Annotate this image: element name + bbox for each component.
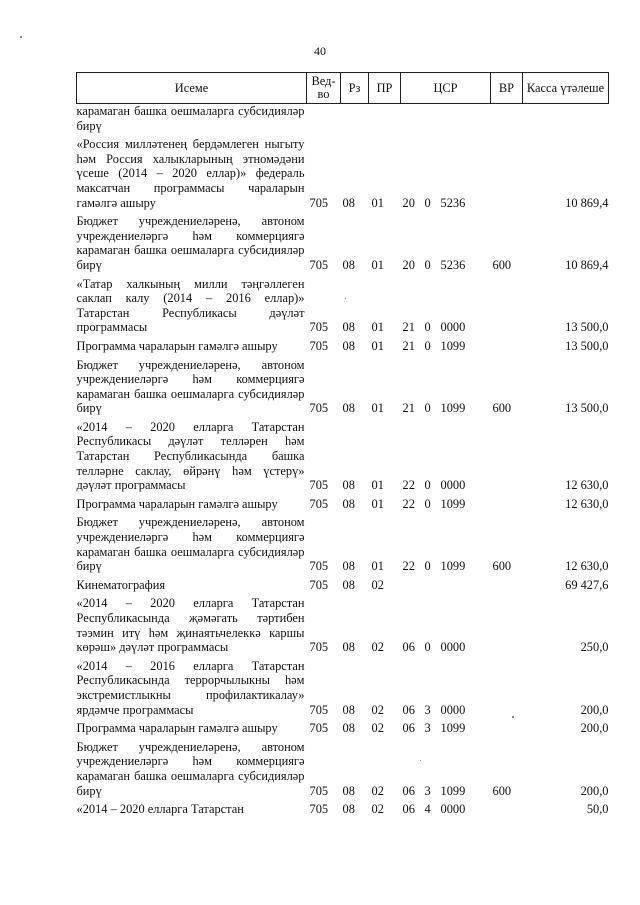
row-csr <box>401 339 491 354</box>
row-vr: 600 <box>492 559 512 574</box>
table-row <box>77 137 609 210</box>
row-name: Программа чараларын гамәлгә ашыру <box>76 338 278 353</box>
row-rz: 08 <box>342 640 355 655</box>
row-csr-program: 06 <box>402 702 415 717</box>
row-name: карамаган башка оешмаларга субсидияләр бирү <box>76 104 305 133</box>
row-name: «2014 – 2020 елларга Татарстан Республикасында җәмәгать тәртибен тәэмин итү һәм җинаятьчелеккә каршы көрәш» дәүләт программасы <box>76 596 305 655</box>
table-row <box>77 420 609 493</box>
row-ved: 705 <box>309 320 329 335</box>
row-csr <box>401 802 491 817</box>
row-sum: 69 427,6 <box>565 577 609 592</box>
table-row <box>77 277 609 335</box>
row-csr-direction: 1099 <box>440 559 466 574</box>
row-csr-subprogram: 3 <box>424 783 431 798</box>
row-csr-subprogram: 3 <box>424 702 431 717</box>
row-pr: 02 <box>371 721 384 736</box>
row-vr: 600 <box>492 401 512 416</box>
row-vr <box>491 802 523 817</box>
row-name: Бюджет учреждениеләренә, автоном учреждениеләргә һәм коммерциягә карамаган башка оешмаларга субсидияләр бирү <box>76 357 305 416</box>
row-rz: 08 <box>342 721 355 736</box>
row-name: Программа чараларын гамәлгә ашыру <box>76 496 278 511</box>
row-csr-subprogram: 0 <box>424 257 431 272</box>
row-vr: 600 <box>492 257 512 272</box>
row-name: «Россия милләтенең бердәмлеген ныгыту һәм Россия халыкларының этномәдәни үсеше (2014 – 2020 еллар)» федераль максатчан программасы чараларын гамәлгә ашыру <box>76 137 305 210</box>
row-sum <box>523 104 609 134</box>
row-rz: 08 <box>342 802 355 817</box>
row-csr <box>401 137 491 210</box>
row-sum: 200,0 <box>580 783 609 798</box>
row-sum: 12 630,0 <box>565 559 609 574</box>
row-csr <box>401 740 491 798</box>
row-rz: 08 <box>342 478 355 493</box>
row-csr-subprogram: 0 <box>424 401 431 416</box>
row-vr <box>491 596 523 654</box>
row-name: «Татар халкының милли тәңгәллеген саклап калу (2014 – 2016 еллар)» Татарстан Республикасы дәүләт программасы <box>76 276 305 335</box>
table-row <box>77 497 609 512</box>
header-rz: Рз <box>341 73 369 104</box>
row-sum: 200,0 <box>580 702 609 717</box>
row-csr-direction: 0000 <box>440 640 466 655</box>
row-ved: 705 <box>309 257 329 272</box>
row-sum: 13 500,0 <box>565 338 609 353</box>
row-csr-program: 06 <box>402 640 415 655</box>
row-ved: 705 <box>309 802 329 817</box>
row-pr: 02 <box>371 577 384 592</box>
row-sum: 13 500,0 <box>565 320 609 335</box>
row-csr-direction: 0000 <box>440 802 466 817</box>
row-rz: 08 <box>342 320 355 335</box>
row-name: Бюджет учреждениеләренә, автоном учреждениеләргә һәм коммерциягә карамаган башка оешмаларга субсидияләр бирү <box>76 214 305 272</box>
row-csr <box>401 104 491 134</box>
row-sum: 50,0 <box>586 802 609 817</box>
row-ved: 705 <box>309 338 329 353</box>
table-row <box>77 515 609 573</box>
table-row <box>77 659 609 717</box>
row-csr <box>401 358 491 416</box>
row-csr-program: 22 <box>402 478 415 493</box>
row-ved: 705 <box>309 702 329 717</box>
row-pr: 02 <box>371 802 384 817</box>
row-csr-subprogram: 4 <box>424 802 431 817</box>
row-ved: 705 <box>309 559 329 574</box>
row-csr-program: 06 <box>402 721 415 736</box>
row-pr: 01 <box>371 338 384 353</box>
header-ved: Вед-во <box>307 73 341 104</box>
row-csr-direction: 1099 <box>440 496 466 511</box>
row-csr <box>401 596 491 654</box>
header-sum: Касса үтәлеше <box>523 73 609 104</box>
row-pr: 02 <box>371 783 384 798</box>
row-vr: 600 <box>492 783 512 798</box>
row-ved: 705 <box>309 496 329 511</box>
row-vr <box>491 420 523 493</box>
header-vr: ВР <box>491 73 523 104</box>
row-sum: 10 869,4 <box>565 257 609 272</box>
row-sum: 250,0 <box>580 640 609 655</box>
row-rz: 08 <box>342 401 355 416</box>
row-pr: 01 <box>371 496 384 511</box>
row-vr <box>491 137 523 210</box>
row-csr-subprogram: 0 <box>424 559 431 574</box>
row-pr: 02 <box>371 640 384 655</box>
row-csr-subprogram: 0 <box>424 320 431 335</box>
row-vr <box>491 578 523 593</box>
header-name: Исеме <box>77 73 307 104</box>
row-csr <box>401 721 491 736</box>
row-csr-program: 21 <box>402 401 415 416</box>
table-row <box>77 339 609 354</box>
row-csr-subprogram: 0 <box>424 496 431 511</box>
row-vr <box>491 721 523 736</box>
row-pr <box>369 104 401 134</box>
row-rz: 08 <box>342 783 355 798</box>
row-pr: 01 <box>371 478 384 493</box>
row-csr-program: 20 <box>402 257 415 272</box>
row-rz: 08 <box>342 338 355 353</box>
header-pr: ПР <box>369 73 401 104</box>
row-pr: 01 <box>371 195 384 210</box>
row-csr <box>401 578 491 593</box>
table-row <box>77 104 609 134</box>
table-row <box>77 740 609 798</box>
row-csr-direction: 1099 <box>440 338 466 353</box>
row-sum: 200,0 <box>580 721 609 736</box>
row-csr-program: 21 <box>402 320 415 335</box>
budget-table <box>76 72 609 817</box>
table-header-row <box>77 73 609 104</box>
row-rz: 08 <box>342 702 355 717</box>
row-csr-program: 06 <box>402 783 415 798</box>
row-name: «2014 – 2020 елларга Татарстан Республикасы дәүләт телләрен һәм Татарстан Республикасында башка телләрне саклау, өйрәнү һәм үстерү» дәүләт программасы <box>76 419 305 493</box>
row-rz: 08 <box>342 559 355 574</box>
row-csr <box>401 659 491 717</box>
row-ved: 705 <box>309 577 329 592</box>
row-ved: 705 <box>309 478 329 493</box>
row-csr-direction: 5236 <box>440 257 466 272</box>
row-csr <box>401 420 491 493</box>
row-name: Кинематография <box>76 577 166 592</box>
row-pr: 01 <box>371 401 384 416</box>
row-csr-program: 22 <box>402 496 415 511</box>
header-csr: ЦСР <box>401 73 491 104</box>
row-csr-direction: 0000 <box>440 320 466 335</box>
table-row <box>77 721 609 736</box>
table-row <box>77 214 609 272</box>
row-csr <box>401 515 491 573</box>
row-sum: 12 630,0 <box>565 496 609 511</box>
page-number: 40 <box>314 44 326 58</box>
row-rz <box>341 104 369 134</box>
row-sum: 13 500,0 <box>565 401 609 416</box>
row-rz: 08 <box>342 496 355 511</box>
row-rz: 08 <box>342 195 355 210</box>
row-csr-subprogram: 0 <box>424 478 431 493</box>
row-ved: 705 <box>309 401 329 416</box>
table-row <box>77 578 609 593</box>
row-name: Бюджет учреждениеләренә, автоном учреждениеләргә һәм коммерциягә карамаган башка оешмаларга субсидияләр бирү <box>76 739 305 798</box>
row-csr-direction: 1099 <box>440 401 466 416</box>
row-ved: 705 <box>309 640 329 655</box>
row-vr <box>491 104 523 134</box>
row-sum: 12 630,0 <box>565 478 609 493</box>
row-pr: 01 <box>371 320 384 335</box>
row-vr <box>491 277 523 335</box>
row-csr-direction: 0000 <box>440 702 466 717</box>
row-csr-direction: 1099 <box>440 721 466 736</box>
row-csr-subprogram: 0 <box>424 338 431 353</box>
scan-speck <box>20 36 22 38</box>
row-pr: 01 <box>371 559 384 574</box>
table-row <box>77 596 609 654</box>
row-csr-subprogram: 0 <box>424 195 431 210</box>
row-csr-subprogram: 0 <box>424 640 431 655</box>
row-rz: 08 <box>342 257 355 272</box>
row-csr-program: 06 <box>402 802 415 817</box>
row-vr <box>491 339 523 354</box>
row-csr-program: 21 <box>402 338 415 353</box>
row-vr <box>491 659 523 717</box>
row-csr-subprogram: 3 <box>424 721 431 736</box>
row-csr-direction: 0000 <box>440 478 466 493</box>
row-sum: 10 869,4 <box>565 195 609 210</box>
row-csr-direction: 1099 <box>440 783 466 798</box>
table-row <box>77 802 609 817</box>
row-rz: 08 <box>342 577 355 592</box>
row-csr <box>401 497 491 512</box>
row-csr-program: 22 <box>402 559 415 574</box>
row-pr: 02 <box>371 702 384 717</box>
row-pr: 01 <box>371 257 384 272</box>
row-ved: 705 <box>309 783 329 798</box>
row-ved: 705 <box>309 195 329 210</box>
row-csr <box>401 214 491 272</box>
row-vr <box>491 497 523 512</box>
table-row <box>77 358 609 416</box>
row-name: «2014 – 2020 елларга Татарстан <box>76 802 244 817</box>
row-csr <box>401 277 491 335</box>
row-ved: 705 <box>309 721 329 736</box>
row-name: Бюджет учреждениеләренә, автоном учреждениеләргә һәм коммерциягә карамаган башка оешмаларга субсидияләр бирү <box>76 515 305 574</box>
row-csr-program: 20 <box>402 195 415 210</box>
row-name: Программа чараларын гамәлгә ашыру <box>76 721 278 736</box>
row-csr-direction: 5236 <box>440 195 466 210</box>
row-ved <box>307 104 341 134</box>
row-name: «2014 – 2016 елларга Татарстан Республикасында террорчылыкны һәм экстремистлыкны профилактикалау» ярдәмче программасы <box>76 658 305 717</box>
